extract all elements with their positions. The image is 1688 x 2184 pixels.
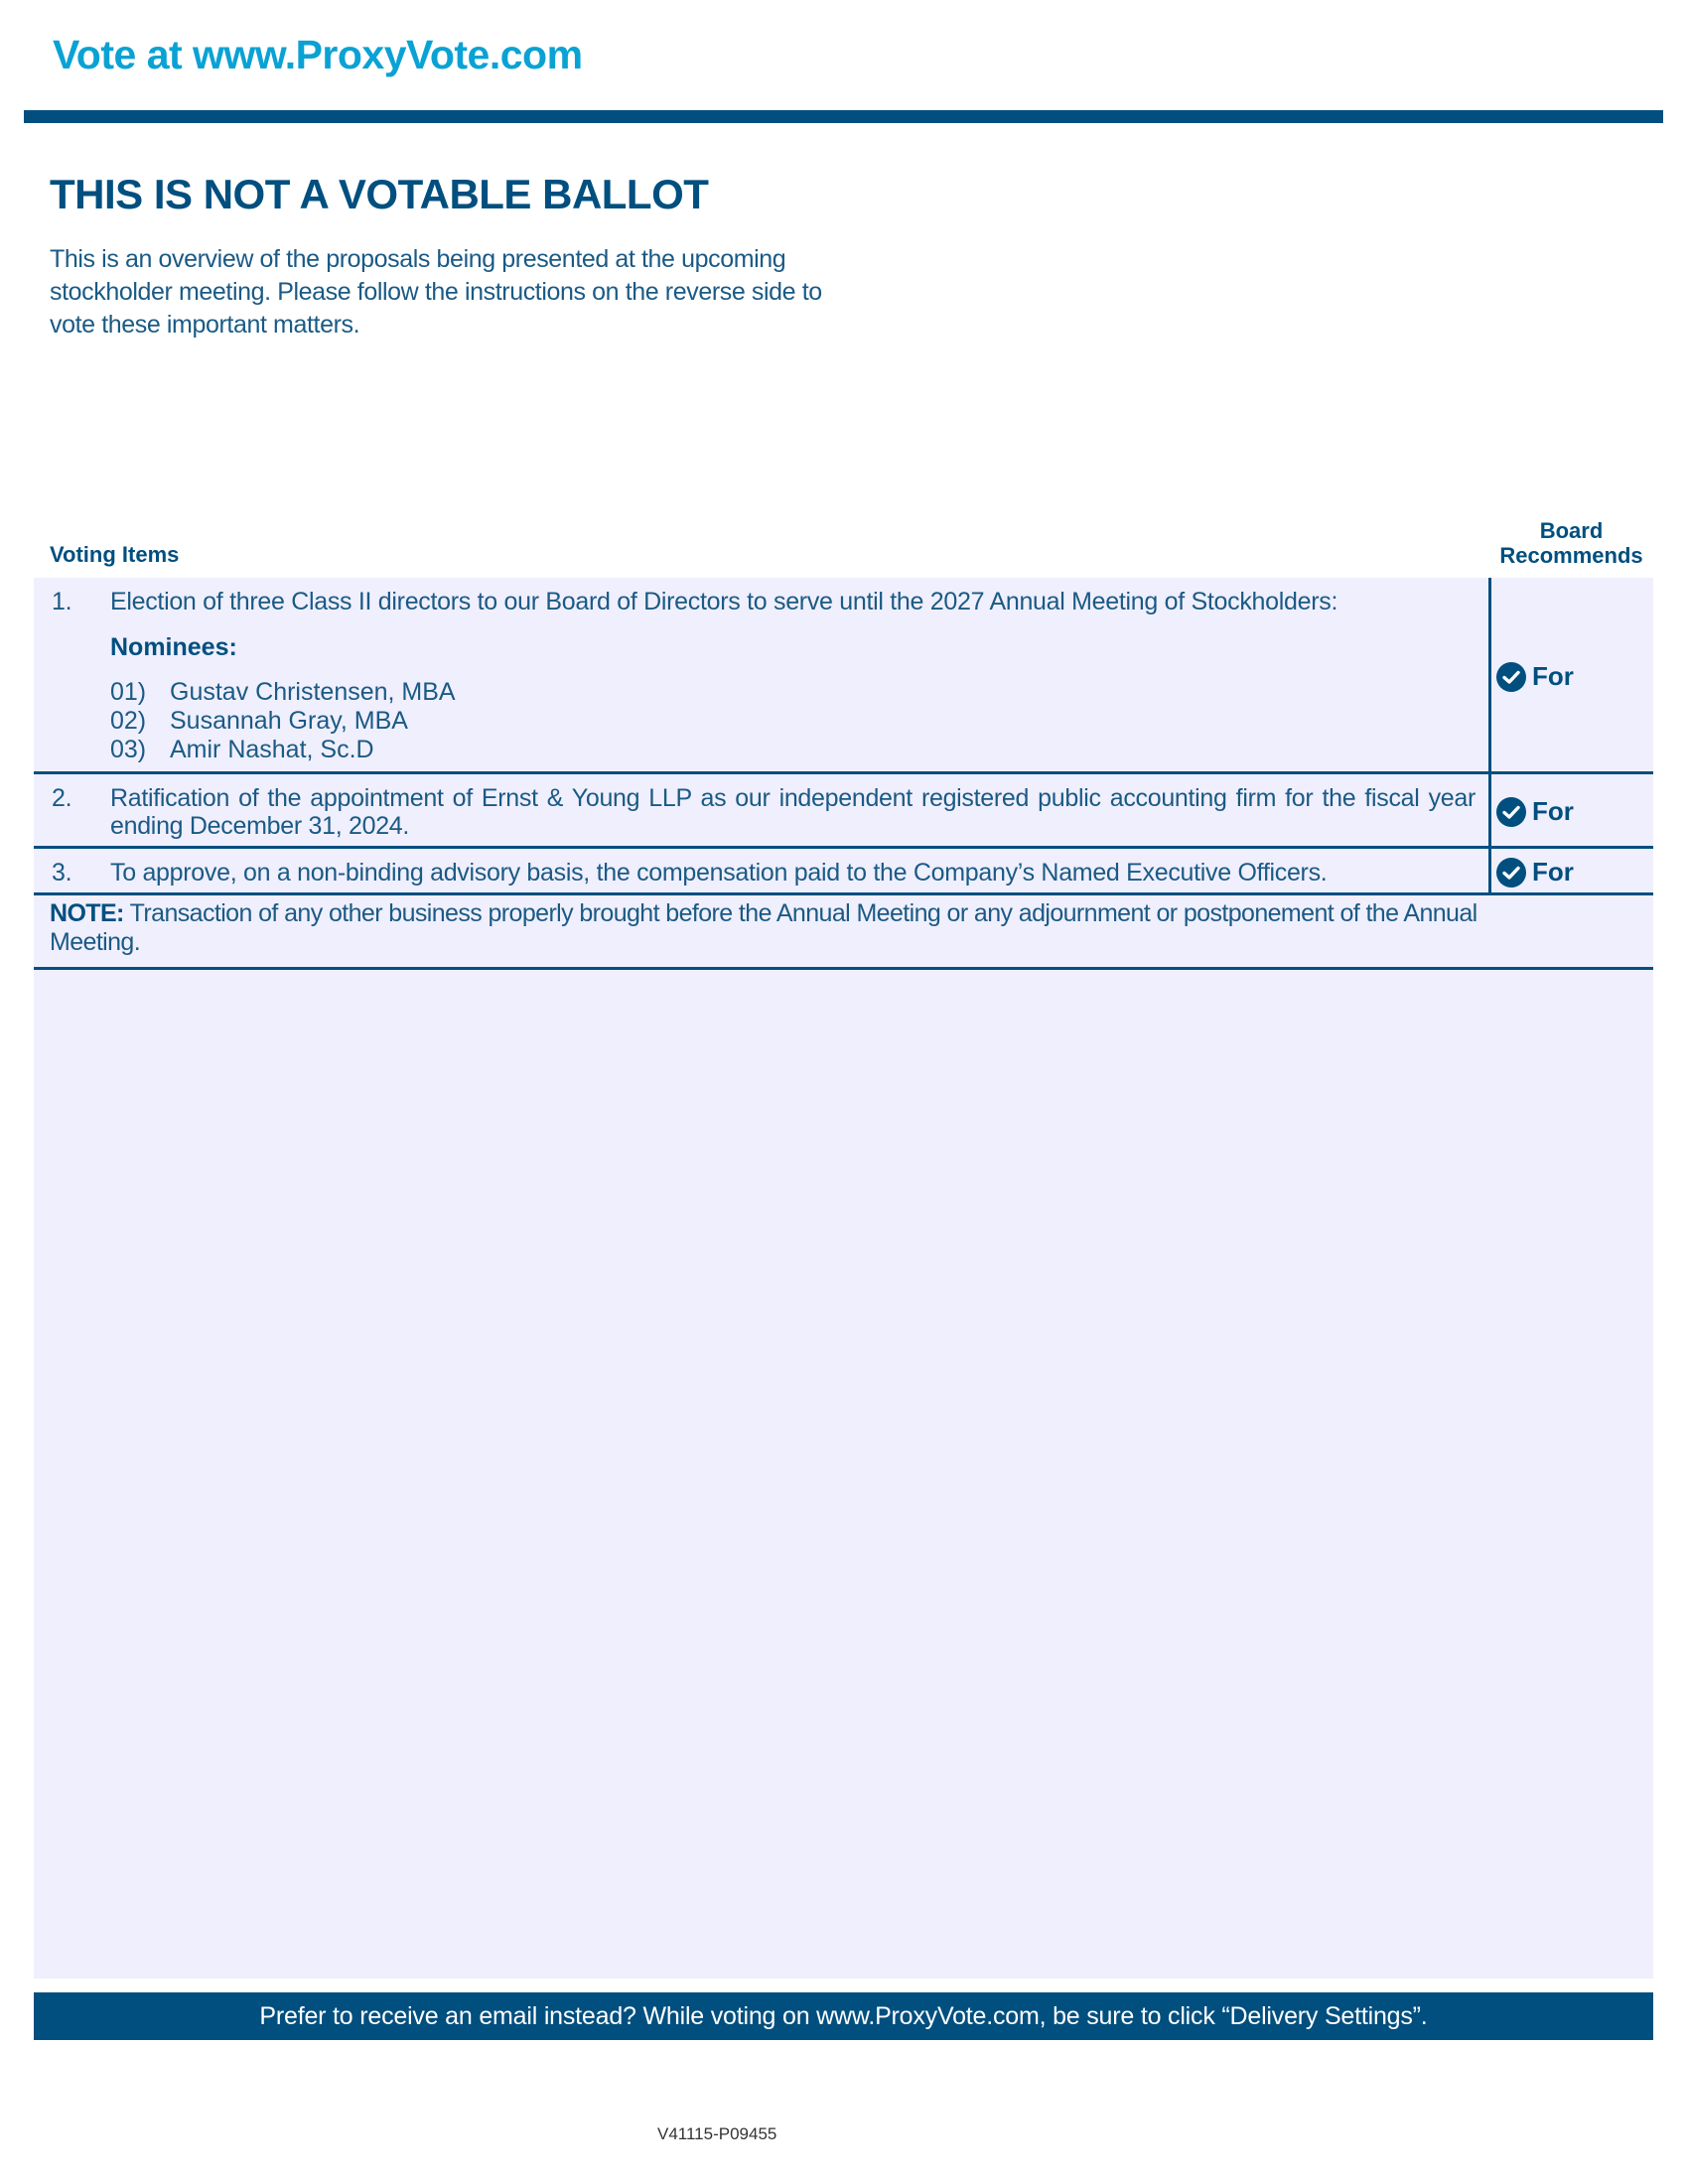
nominee-2: [110, 707, 408, 735]
note-body: Transaction of any other business properly brought before the Annual Meeting or any adjournment or postponement of the Annual Meeting.: [50, 899, 1477, 956]
recommendation-3: [1496, 857, 1574, 887]
voting-items-header: Voting Items: [50, 542, 180, 567]
board-recommends-line2: Recommends: [1499, 543, 1643, 568]
note-label: NOTE:: [50, 899, 124, 927]
page-title: THIS IS NOT A VOTABLE BALLOT: [50, 171, 709, 217]
item-number: 2.: [52, 784, 72, 812]
nominee-name: Amir Nashat, Sc.D: [170, 736, 374, 763]
check-circle-icon: [1496, 662, 1526, 692]
check-circle-icon: [1496, 797, 1526, 827]
row-divider: [34, 892, 1653, 895]
recommendation-label: For: [1532, 661, 1574, 691]
banner-text: Prefer to receive an email instead? While voting on www.ProxyVote.com, be sure to click “Delivery Settings”.: [259, 2001, 1428, 2030]
nominee-name: Gustav Christensen, MBA: [170, 678, 456, 706]
nominee-3: [110, 736, 374, 763]
note-text: [50, 899, 1479, 957]
nominee-1: [110, 678, 456, 706]
vote-url-heading: Vote at www.ProxyVote.com: [53, 32, 583, 77]
nominee-name: Susannah Gray, MBA: [170, 707, 408, 735]
nominee-number: 02): [110, 707, 147, 735]
document-code: V41115-P09455: [657, 2124, 777, 2143]
row-divider: [34, 771, 1653, 774]
nominee-number: 03): [110, 736, 147, 763]
delivery-settings-banner: [34, 1992, 1653, 2040]
row-divider: [34, 846, 1653, 849]
board-recommends-header: [1489, 518, 1653, 568]
recommendation-label: For: [1532, 857, 1574, 887]
intro-paragraph: This is an overview of the proposals being presented at the upcoming stockholder meeting. Please follow the instructions on the reverse side to vote these important matters.: [50, 245, 822, 339]
check-circle-icon: [1496, 858, 1526, 887]
recommendation-2: [1496, 796, 1574, 827]
recommendation-label: For: [1532, 796, 1574, 826]
item-text: Election of three Class II directors to our Board of Directors to serve until the 2027 Annual Meeting of Stockholders:: [110, 588, 1338, 615]
item-number: 1.: [52, 588, 72, 615]
row-divider: [34, 967, 1653, 970]
header-rule: [24, 110, 1663, 123]
nominee-number: 01): [110, 678, 147, 706]
item-text: To approve, on a non-binding advisory basis, the compensation paid to the Company’s Named Executive Officers.: [110, 859, 1328, 887]
recommendation-1: [1496, 661, 1574, 692]
nominees-label: Nominees:: [110, 633, 237, 661]
item-number: 3.: [52, 859, 72, 887]
board-recommends-line1: Board: [1539, 518, 1604, 543]
item-text: Ratification of the appointment of Ernst & Young LLP as our independent registered public accounting firm for the fiscal year ending December 31, 2024.: [110, 784, 1476, 840]
